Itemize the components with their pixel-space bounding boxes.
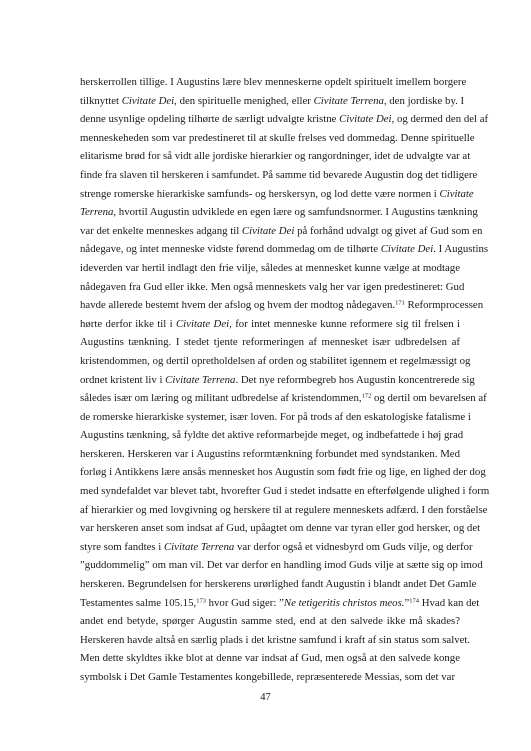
text-segment: Testamentes salme 105.15, <box>80 596 197 609</box>
footnote-marker: 171 <box>395 299 405 307</box>
italic-text: Civitate Terrena <box>165 373 236 386</box>
text-line <box>80 73 467 92</box>
body-text <box>80 73 490 687</box>
text-segment: Reformprocessen <box>404 299 484 312</box>
text-line <box>80 408 471 427</box>
text-segment: symbolsk i Det Gamle Testamentes kongebillede, repræsenterede Messias, som det var <box>80 671 456 683</box>
text-line <box>80 147 471 166</box>
text-line <box>80 538 473 557</box>
text-line <box>80 631 471 650</box>
footnote-marker: 172 <box>361 392 372 400</box>
text-segment: ” <box>404 596 410 609</box>
text-segment: . I Augustins <box>433 243 489 256</box>
text-segment: Augustins tænkning, så fyldte det aktive reformarbejde meget, og indbefattede i høj grad <box>80 429 464 442</box>
text-segment: Herskeren havde altså en særlig plads i det kristne samfund i kraft af sin status som salvet. <box>80 633 471 646</box>
text-line <box>80 129 475 148</box>
text-line <box>80 222 483 241</box>
text-segment: ”guddommelig” om man vil. Det var derfor en handling imod Guds vilje at sætte sig op imod <box>80 559 483 572</box>
italic-text: Civitate Terrena, <box>313 94 387 107</box>
text-line <box>80 166 478 185</box>
text-segment: , hvortil Augustin udviklede en egen lære og samfundsnormer. I Augustins tænkning <box>113 206 478 219</box>
text-line <box>80 203 478 222</box>
text-line <box>80 463 486 482</box>
italic-text: Civitate Terrena <box>163 540 235 553</box>
text-line <box>80 501 488 520</box>
text-segment: og dertil om bevarelsen af <box>371 392 487 405</box>
text-segment: herskerrollen tillige. I Augustins lære blev menneskerne opdelt spirituelt imellem borgere <box>80 76 467 88</box>
text-segment: hvor Gud siger: ” <box>205 596 284 609</box>
text-segment: elitarisme brød for så vidt alle jordiske hierarkier og rangordninger, idet de udvalgte var at <box>80 150 471 163</box>
text-segment: , den spirituelle menighed, eller <box>174 94 314 107</box>
footnote-marker: 174 <box>409 597 420 605</box>
italic-text: Civitate <box>439 187 474 200</box>
text-segment: af hierarkier og med lovgivning og herskere til at regulere menneskets adfærd. I den forståelse <box>80 503 488 516</box>
text-segment: , og dermed den del af <box>391 113 489 126</box>
text-line <box>80 185 474 204</box>
text-segment: herskeren. Begrundelsen for herskerens urørlighed fandt Augustin i blandt andet Det Gamle <box>80 578 477 591</box>
text-segment: . Det nye reformbegreb hos Augustin koncentrerede sig <box>235 373 475 386</box>
text-segment: menneskeheden som var predestineret til at skulle frelses ved dommedag. Denne spirituelle <box>80 131 475 144</box>
text-segment: på forhånd udvalgt og givet af Gud som en <box>294 224 483 237</box>
text-segment: kristendommen, og dertil opretholdelsen af orden og stabilitet igennem et regelmæssigt og <box>80 354 471 367</box>
text-line <box>80 668 460 687</box>
text-line <box>80 519 481 538</box>
text-segment: Augustins tænkning. I stedet tjente reformeringen af mennesket især udbredelsen af <box>80 336 460 349</box>
text-segment: for intet menneske kunne reformere sig til frelsen i <box>231 317 460 330</box>
text-line <box>80 649 460 668</box>
text-segment: nådegave, og intet menneske vidste førend dommedag om de tilhørte <box>80 243 381 256</box>
text-segment: de romerske hierarkiske systemer, især loven. For på trods af den eskatologiske fatalisme i <box>80 410 471 423</box>
italic-text: Ne tetigeritis christos meos. <box>283 596 405 609</box>
text-segment: Men dette skyldtes ikke blot at denne var indsat af Gud, men også at den salvede konge <box>80 652 460 665</box>
text-line <box>80 389 487 408</box>
text-segment: strenge romerske hierarkiske samfunds- og herskersyn, og lod dette være normen i <box>80 187 440 200</box>
text-segment: således især om læring og militant udbredelse af kristendommen, <box>80 392 362 405</box>
text-line <box>80 333 460 352</box>
text-line <box>80 445 460 464</box>
text-segment: var derfor også et vidnesbyrd om Guds vilje, og derfor <box>234 540 473 553</box>
text-segment: forløg i Antikkens lære ansås mennesket hos Augustin som født frie og lige, en lighed der dog <box>80 466 486 479</box>
text-segment: andet end betyde, spørger Augustin samme sted, end at den salvede ikke må skades? <box>80 615 460 628</box>
text-segment: var det enkelte menneskes adgang til <box>80 224 242 237</box>
text-line <box>80 296 484 315</box>
text-line <box>80 426 464 445</box>
text-segment: med syndefaldet var blevet tabt, hvorefter Gud i stedet indsatte en efterfølgende ulighed i form <box>80 485 490 498</box>
text-line <box>80 556 483 575</box>
text-line <box>80 240 489 259</box>
italic-text: Civitate Dei <box>339 113 392 126</box>
italic-text: Civitate Dei, <box>175 317 232 330</box>
text-segment: nådegaven fra Gud eller ikke. Men også menneskets valg her var igen predestineret: Gud <box>80 280 465 293</box>
text-line <box>80 259 460 278</box>
italic-text: Civitate Dei <box>380 243 434 256</box>
text-line <box>80 92 465 111</box>
text-line <box>80 575 477 594</box>
text-line <box>80 315 460 334</box>
italic-text: Civitate Dei <box>121 94 175 107</box>
italic-text: Civitate Dei <box>241 224 295 237</box>
text-segment: finde fra slaven til herskeren i samfundet. På samme tid bevarede Augustin dog det tidligere <box>80 168 478 181</box>
page-number: 47 <box>260 692 271 703</box>
text-segment: styre som fandtes i <box>80 540 164 553</box>
footnote-marker: 173 <box>196 597 206 605</box>
text-segment: herskeren. Herskeren var i Augustins reformtænkning forbundet med syndstanken. Med <box>80 447 460 460</box>
text-segment: tilknyttet <box>80 94 122 107</box>
text-segment: var herskeren anset som indsat af Gud, upåagtet om denne var tyran eller god hersker, og det <box>80 522 481 535</box>
text-line <box>80 352 471 371</box>
text-line <box>80 482 490 501</box>
text-line <box>80 371 475 390</box>
text-segment: ordnet kristent liv i <box>80 373 166 386</box>
text-line <box>80 612 460 631</box>
italic-text: Terrena <box>80 206 114 219</box>
text-segment: ideverden var hertil indlagt den frie vilje, således at mennesket kunne vælge at modtage <box>80 261 460 274</box>
text-segment: Hvad kan det <box>419 596 480 609</box>
text-segment: hørte derfor ikke til i <box>80 317 176 330</box>
text-segment: den jordiske by. I <box>386 94 465 107</box>
text-line <box>80 594 480 613</box>
text-segment: havde allerede bestemt hvem der afslog og hvem der modtog nådegaven. <box>80 299 396 312</box>
text-line <box>80 278 465 297</box>
text-line <box>80 110 489 129</box>
text-segment: denne usynlige opdeling tilhørte de særligt udvalgte kristne <box>80 113 340 126</box>
